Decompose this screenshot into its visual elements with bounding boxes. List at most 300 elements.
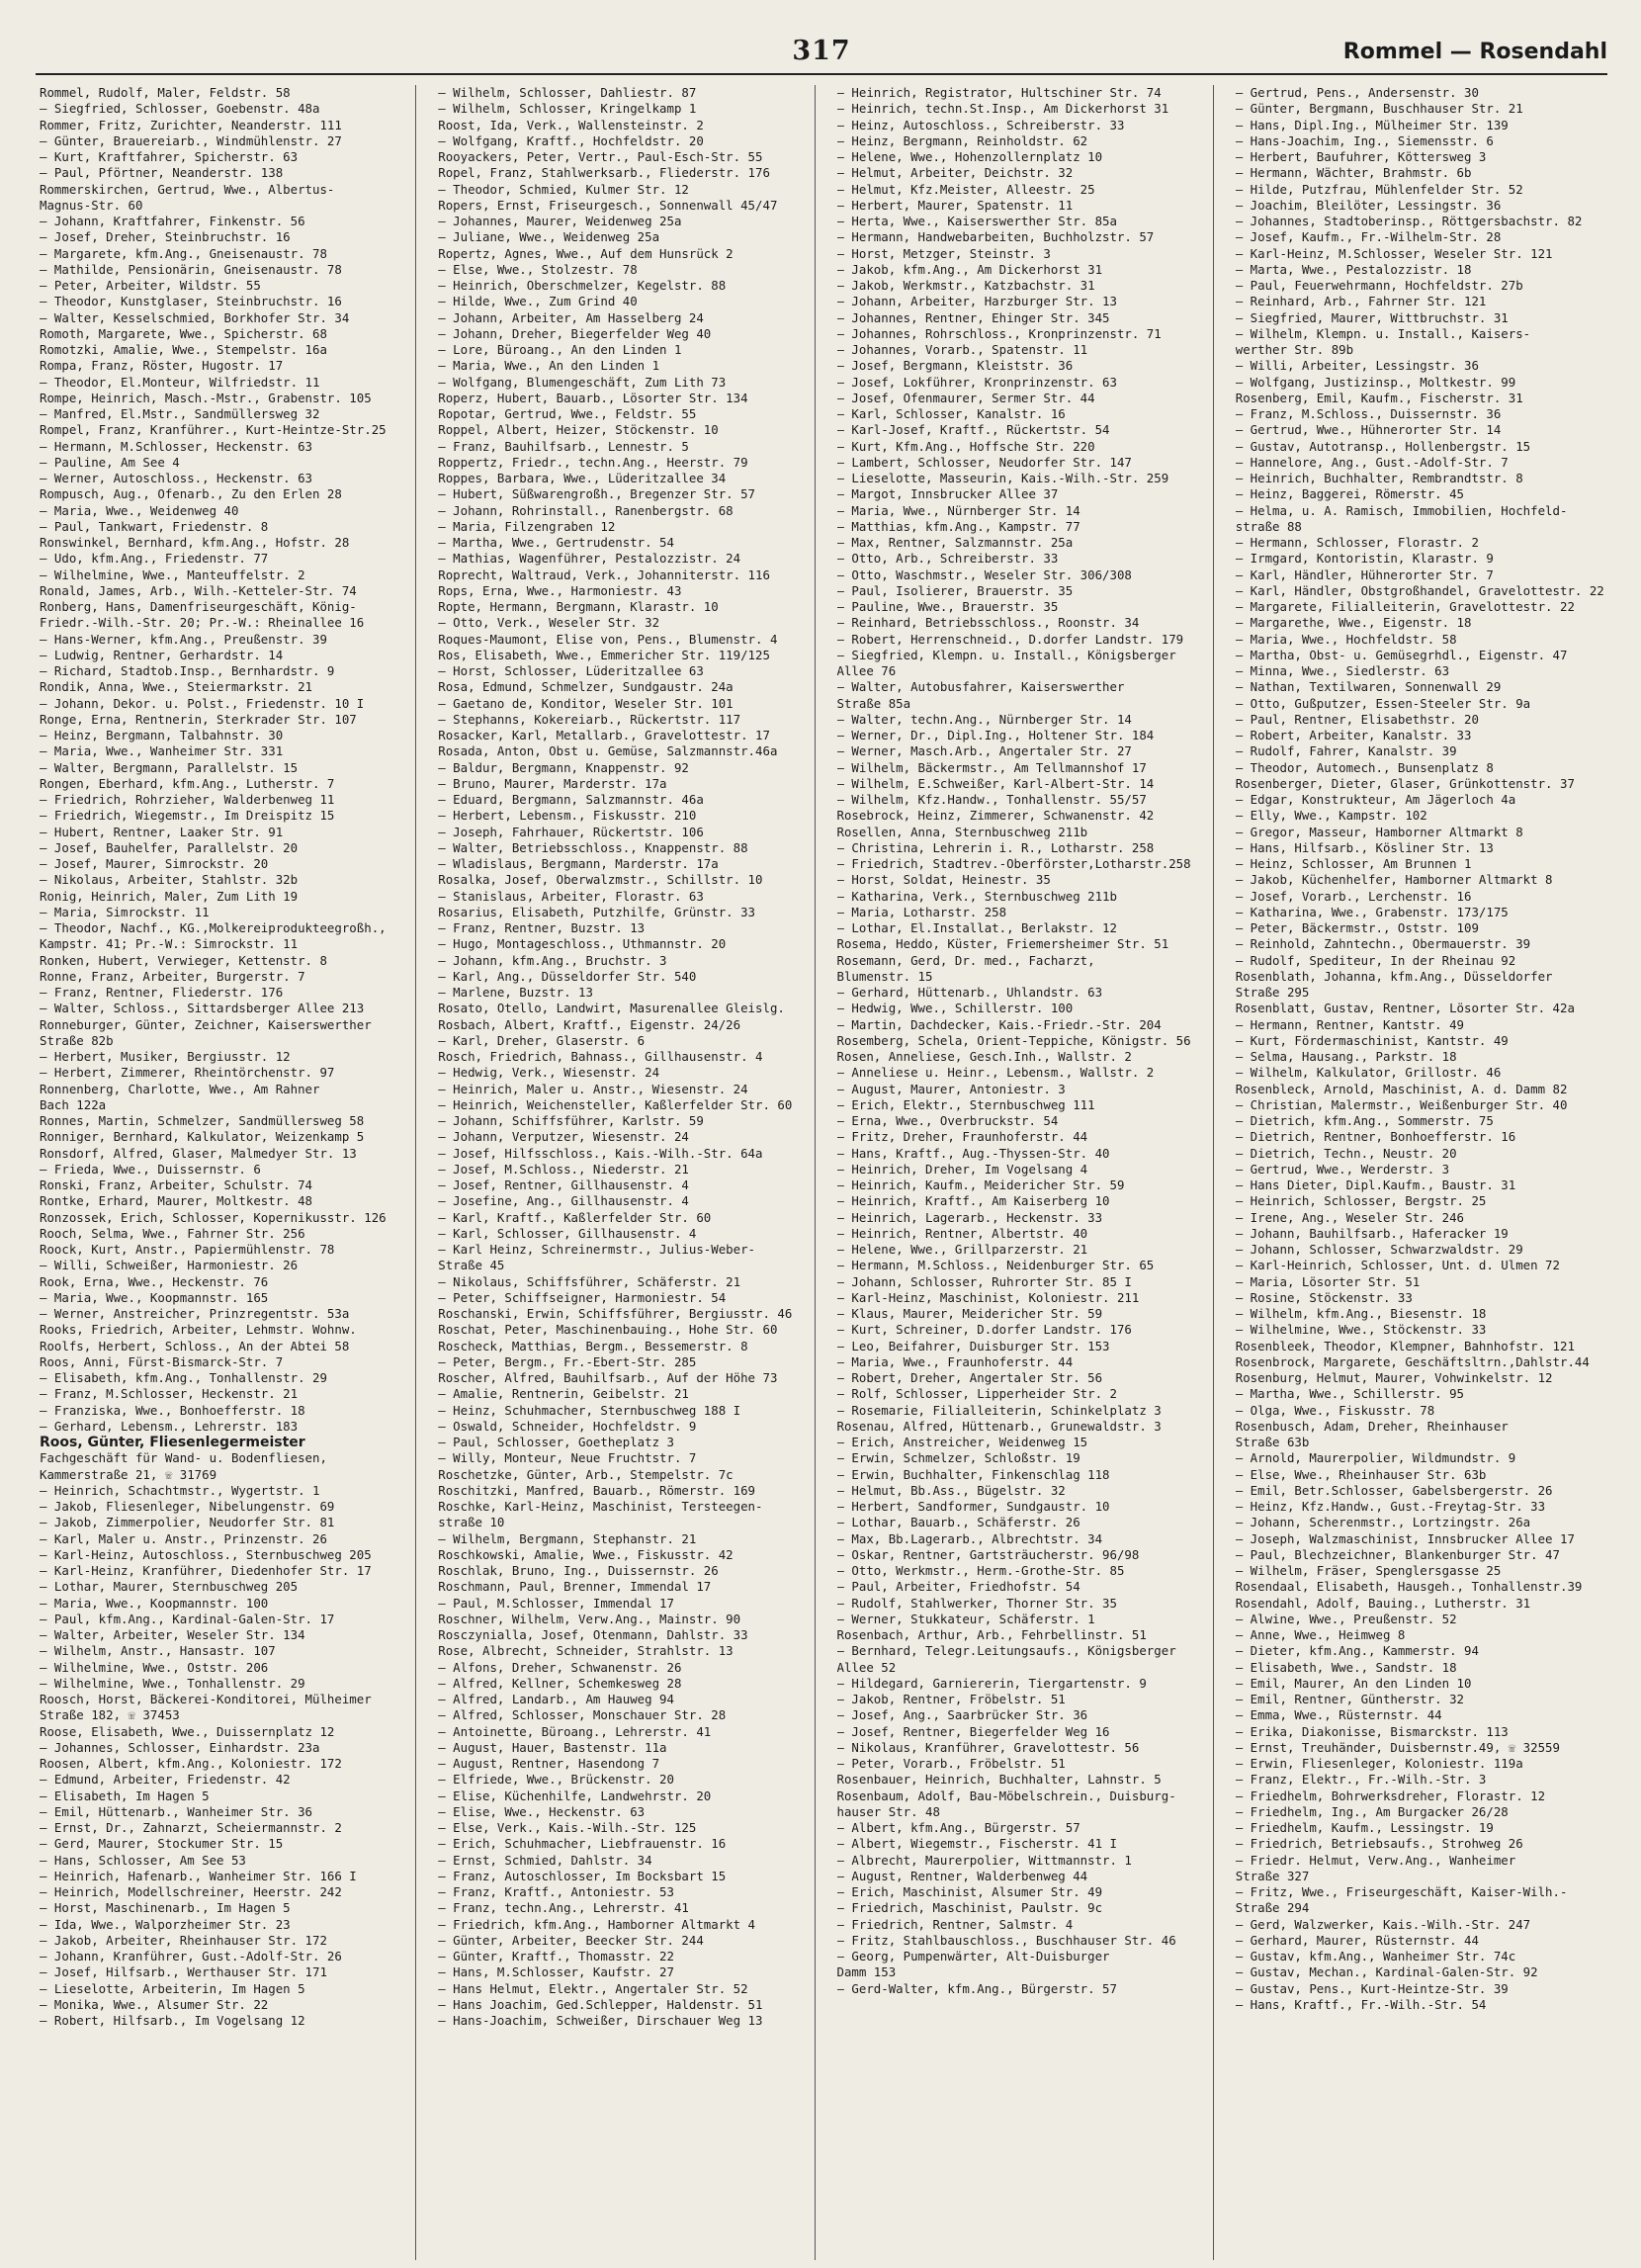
- directory-entry-line: Ropertz, Agnes, Wwe., Auf dem Hunsrück 2: [438, 245, 734, 261]
- directory-entry-line: — Karl, Händler, Obstgroßhandel, Gravelottestr. 22: [1235, 582, 1604, 598]
- directory-entry-line: Rosenbauer, Heinrich, Buchhalter, Lahnstr. 5: [836, 1772, 1162, 1788]
- directory-entry-line: — Otto, Gußputzer, Essen-Steeler Str. 9a: [1235, 695, 1531, 711]
- directory-entry-line: — Lambert, Schlosser, Neudorfer Str. 147: [836, 454, 1132, 470]
- directory-entry-line: — Stephanns, Kokereiarb., Rückertstr. 117: [438, 711, 741, 727]
- directory-entry-line: — Reinhard, Arb., Fahrner Str. 121: [1235, 294, 1487, 309]
- directory-entry-line: — Bruno, Maurer, Marderstr. 17a: [438, 775, 667, 791]
- directory-entry-line: Romoth, Margarete, Wwe., Spicherstr. 68: [40, 325, 327, 341]
- directory-entry-line: — Nikolaus, Kranführer, Gravelottestr. 56: [836, 1739, 1140, 1755]
- directory-entry-line: — Werner, Stukkateur, Schäferstr. 1: [836, 1611, 1095, 1626]
- directory-entry-line: — Karl-Heinrich, Schlosser, Unt. d. Ulmen 72: [1235, 1258, 1560, 1273]
- directory-entry-line: — Günter, Arbeiter, Beecker Str. 244: [438, 1932, 704, 1948]
- directory-entry-line: — Günter, Kraftf., Thomasstr. 22: [438, 1949, 674, 1963]
- directory-entry-line: Rosenberg, Emil, Kaufm., Fischerstr. 31: [1235, 390, 1523, 405]
- directory-entry-line: Roosch, Horst, Bäckerei-Konditorei, Mülheimer: [40, 1692, 372, 1706]
- directory-entry-line: — Irmgard, Kontoristin, Klarastr. 9: [1235, 551, 1494, 567]
- directory-entry-line: — Johann, Bauhilfsarb., Haferacker 19: [1235, 1225, 1509, 1241]
- directory-entry-line: — Edmund, Arbeiter, Friedenstr. 42: [40, 1772, 291, 1788]
- directory-entry-line: Straße 294: [1235, 1900, 1310, 1916]
- directory-entry-line: — Emil, Hüttenarb., Wanheimer Str. 36: [40, 1803, 313, 1819]
- directory-entry-line: — Heinrich, techn.St.Insp., Am Dickerhorst 31: [836, 101, 1169, 117]
- directory-entry-line: — Josef, Maurer, Simrockstr. 20: [40, 856, 269, 871]
- directory-entry-line: — Josef, Rentner, Biegerfelder Weg 16: [836, 1723, 1110, 1739]
- directory-entry-line: — Johann, Verputzer, Wiesenstr. 24: [438, 1129, 689, 1145]
- directory-entry-line: Roppel, Albert, Heizer, Stöckenstr. 10: [438, 422, 719, 438]
- directory-entry-line: — Johann, Dreher, Biegerfelder Weg 40: [438, 325, 712, 341]
- directory-entry-line: — Ernst, Treuhänder, Duisbernstr.49, ☏ 32559: [1235, 1739, 1560, 1755]
- directory-entry-line: — Johann, Schiffsführer, Karlstr. 59: [438, 1113, 704, 1128]
- directory-entry-line: — Walter, Schloss., Sittardsberger Allee 213: [40, 1001, 365, 1016]
- directory-entry-line: — Josef, Lokführer, Kronprinzenstr. 63: [836, 374, 1117, 390]
- directory-entry-line: — Maria, Wwe., Koopmannstr. 100: [40, 1595, 269, 1611]
- directory-entry-line: — Fritz, Wwe., Friseurgeschäft, Kaiser-Wilh.-: [1235, 1884, 1568, 1899]
- directory-entry-line: — Hans-Joachim, Schweißer, Dirschauer Weg 13: [438, 2013, 763, 2028]
- directory-entry-line: — Arnold, Maurerpolier, Wildmundstr. 9: [1235, 1450, 1516, 1466]
- directory-entry-line: — Heinrich, Registrator, Hultschiner Str. 74: [836, 85, 1162, 100]
- directory-entry-line: — Hans, M.Schlosser, Kaufstr. 27: [438, 1964, 674, 1980]
- directory-entry-line: — Gustav, kfm.Ang., Wanheimer Str. 74c: [1235, 1949, 1516, 1963]
- directory-entry-line: — Alfred, Schlosser, Monschauer Str. 28: [438, 1707, 727, 1723]
- directory-entry-line: — Gerhard, Lebensm., Lehrerstr. 183: [40, 1418, 299, 1434]
- directory-entry-line: — Reinhold, Zahntechn., Obermauerstr. 39: [1235, 936, 1531, 952]
- directory-entry-line: Straße 327: [1235, 1868, 1310, 1883]
- directory-entry-line: Rommel, Rudolf, Maler, Feldstr. 58: [40, 85, 291, 100]
- directory-entry-line: — Wilhelmine, Wwe., Manteuffelstr. 2: [40, 567, 305, 582]
- directory-entry-line: — Heinz, Bergmann, Talbahnstr. 30: [40, 728, 284, 742]
- directory-entry-line: — Martin, Dachdecker, Kais.-Friedr.-Str. 204: [836, 1016, 1162, 1032]
- directory-entry-line: Rosalka, Josef, Oberwalzmstr., Schillstr. 10: [438, 872, 763, 888]
- directory-entry-line: — Helmut, Bb.Ass., Bügelstr. 32: [836, 1482, 1066, 1498]
- directory-entry-line: — Josef, Dreher, Steinbruchstr. 16: [40, 229, 291, 245]
- directory-entry-line: — Heinz, Schlosser, Am Brunnen 1: [1235, 856, 1472, 871]
- directory-entry-line: — Erich, Maschinist, Alsumer Str. 49: [836, 1884, 1103, 1899]
- directory-entry-line: — Elisabeth, Wwe., Sandstr. 18: [1235, 1659, 1457, 1675]
- directory-entry-line: — Lothar, El.Installat., Berlakstr. 12: [836, 920, 1117, 935]
- directory-entry-line: — Heinrich, Hafenarb., Wanheimer Str. 166 I: [40, 1868, 357, 1883]
- directory-entry-line: — Marta, Wwe., Pestalozzistr. 18: [1235, 261, 1472, 277]
- directory-entry-line: — Herbert, Maurer, Spatenstr. 11: [836, 197, 1074, 213]
- directory-entry-line: — Franz, Kraftf., Antoniestr. 53: [438, 1884, 674, 1899]
- directory-entry-line: — Frieda, Wwe., Duissernstr. 6: [40, 1161, 261, 1177]
- directory-entry-line: Ronski, Franz, Arbeiter, Schulstr. 74: [40, 1178, 313, 1192]
- directory-entry-line: — Edgar, Konstrukteur, Am Jägerloch 4a: [1235, 792, 1516, 807]
- directory-entry-line: Rosczynialla, Josef, Otenmann, Dahlstr. 33: [438, 1627, 748, 1642]
- directory-entry-line: — Johann, Schlosser, Schwarzwaldstr. 29: [1235, 1242, 1523, 1257]
- directory-entry-line: — Else, Wwe., Rheinhauser Str. 63b: [1235, 1466, 1487, 1482]
- directory-entry-line: — Dietrich, Techn., Neustr. 20: [1235, 1145, 1457, 1161]
- directory-entry-line: Ronberg, Hans, Damenfriseurgeschäft, König-: [40, 599, 357, 614]
- directory-entry-line: — Hans Dieter, Dipl.Kaufm., Baustr. 31: [1235, 1178, 1516, 1192]
- directory-entry-line: — Wilhelm, Kalkulator, Grillostr. 46: [1235, 1065, 1502, 1081]
- directory-entry-line: — Fritz, Dreher, Fraunhoferstr. 44: [836, 1129, 1088, 1145]
- running-title: Rommel — Rosendahl: [1342, 40, 1607, 64]
- directory-entry-line: — Franz, Elektr., Fr.-Wilh.-Str. 3: [1235, 1772, 1487, 1788]
- directory-entry-line: — Franziska, Wwe., Bonhoefferstr. 18: [40, 1402, 305, 1418]
- directory-entry-line: — Wilhelmine, Wwe., Tonhallenstr. 29: [40, 1675, 305, 1691]
- directory-entry-line: — Franz, M.Schlosser, Heckenstr. 21: [40, 1386, 299, 1402]
- directory-entry-line: — Josef, Bergmann, Kleiststr. 36: [836, 358, 1074, 374]
- directory-entry-line: — Karl, Schlosser, Gillhausenstr. 4: [438, 1225, 697, 1241]
- directory-entry-line: — Josef, Bauhelfer, Parallelstr. 20: [40, 839, 299, 855]
- directory-entry-line: — Maria, Wwe., Nürnberger Str. 14: [836, 502, 1080, 518]
- directory-entry-line: — Paul, kfm.Ang., Kardinal-Galen-Str. 17: [40, 1611, 335, 1626]
- directory-entry-line: — Hermann, Handwebarbeiten, Buchholzstr. 57: [836, 229, 1155, 245]
- directory-entry-line: — Hans, Hilfsarb., Kösliner Str. 13: [1235, 839, 1494, 855]
- directory-entry-line: Ronswinkel, Bernhard, kfm.Ang., Hofstr. 28: [40, 535, 350, 550]
- directory-entry-line: Romotzki, Amalie, Wwe., Stempelstr. 16a: [40, 342, 327, 357]
- directory-entry-line: — Anneliese u. Heinr., Lebensm., Wallstr. 2: [836, 1065, 1155, 1081]
- directory-entry-line: — Lothar, Bauarb., Schäferstr. 26: [836, 1515, 1080, 1530]
- directory-entry-line: straße 88: [1235, 518, 1302, 534]
- directory-entry-line: — Paul, Rentner, Elisabethstr. 20: [1235, 711, 1479, 727]
- directory-entry-line: Rosebrock, Heinz, Zimmerer, Schwanenstr. 42: [836, 808, 1155, 824]
- directory-entry-line: — Erwin, Fliesenleger, Koloniestr. 119a: [1235, 1756, 1523, 1771]
- directory-entry-line: Ronald, James, Arb., Wilh.-Ketteler-Str. 74: [40, 582, 357, 598]
- directory-entry-line: — Hans, Kraftf., Aug.-Thyssen-Str. 40: [836, 1145, 1110, 1161]
- directory-entry-line: Rosacker, Karl, Metallarb., Gravelottestr. 17: [438, 728, 770, 742]
- directory-entry-line: — Pauline, Wwe., Brauerstr. 35: [836, 599, 1059, 614]
- directory-entry-line: — Elly, Wwe., Kampstr. 102: [1235, 808, 1427, 824]
- directory-entry-line: — Emma, Wwe., Rüsternstr. 44: [1235, 1707, 1442, 1723]
- directory-entry-line: — Karl-Heinz, Autoschloss., Sternbuschweg 205: [40, 1546, 372, 1562]
- directory-entry-line: — Georg, Pumpenwärter, Alt-Duisburger: [836, 1949, 1110, 1963]
- directory-column-4: [1236, 85, 1611, 2260]
- directory-entry-line: — Hermann, M.Schlosser, Heckenstr. 63: [40, 438, 313, 454]
- directory-entry-line: Roschetzke, Günter, Arb., Stempelstr. 7c: [438, 1466, 734, 1482]
- directory-entry-line: Roschitzki, Manfred, Bauarb., Römerstr. 169: [438, 1482, 756, 1498]
- directory-entry-line: Roschmann, Paul, Brenner, Immendal 17: [438, 1579, 712, 1595]
- directory-entry-line: Rosato, Otello, Landwirt, Masurenallee Gleislg.: [438, 1001, 785, 1016]
- directory-entry-line: — Franz, Rentner, Buzstr. 13: [438, 920, 646, 935]
- directory-entry-line: — Horst, Metzger, Steinstr. 3: [836, 245, 1051, 261]
- directory-entry-line: — Paul, M.Schlosser, Immendal 17: [438, 1595, 674, 1611]
- directory-entry-line: — Karl-Heinz, Kranführer, Diedenhofer Str. 17: [40, 1563, 372, 1578]
- directory-entry-line: — Martha, Wwe., Gertrudenstr. 54: [438, 535, 674, 550]
- directory-entry-line: — Albrecht, Maurerpolier, Wittmannstr. 1: [836, 1852, 1132, 1868]
- directory-entry-line: — Rudolf, Spediteur, In der Rheinau 92: [1235, 952, 1516, 968]
- directory-entry-line: — Heinrich, Kraftf., Am Kaiserberg 10: [836, 1193, 1110, 1209]
- directory-entry-line: — Marlene, Buzstr. 13: [438, 985, 593, 1000]
- directory-entry-line: Roose, Elisabeth, Wwe., Duissernplatz 12: [40, 1723, 335, 1739]
- directory-entry-line: — Lore, Büroang., An den Linden 1: [438, 342, 682, 357]
- directory-entry-line: Blumenstr. 15: [836, 968, 933, 984]
- directory-entry-line: — Baldur, Bergmann, Knappenstr. 92: [438, 759, 689, 775]
- directory-entry-line: — Wilhelm, Schlosser, Dahliestr. 87: [438, 85, 697, 100]
- directory-entry-line: — Wilhelm, Bergmann, Stephanstr. 21: [438, 1530, 697, 1546]
- directory-entry-line: — Matthias, kfm.Ang., Kampstr. 77: [836, 518, 1080, 534]
- directory-entry-line: — August, Rentner, Hasendong 7: [438, 1756, 660, 1771]
- directory-entry-line: — Maria, Filzengraben 12: [438, 518, 616, 534]
- directory-entry-line: Rosada, Anton, Obst u. Gemüse, Salzmannstr.46a: [438, 743, 778, 759]
- directory-entry-line: — Alwine, Wwe., Preußenstr. 52: [1235, 1611, 1457, 1626]
- directory-entry-line: — Jakob, kfm.Ang., Am Dickerhorst 31: [836, 261, 1103, 277]
- directory-entry-line: — Wilhelm, Bäckermstr., Am Tellmannshof 17: [836, 759, 1147, 775]
- directory-entry-line: Roques-Maumont, Elise von, Pens., Blumenstr. 4: [438, 631, 778, 647]
- directory-entry-line: — Josef, Kaufm., Fr.-Wilhelm-Str. 28: [1235, 229, 1502, 245]
- directory-entry-line: Bach 122a: [40, 1096, 107, 1112]
- directory-entry-line: — Gertrud, Wwe., Hühnerorter Str. 14: [1235, 422, 1502, 438]
- directory-entry-line: Rosendahl, Adolf, Bauing., Lutherstr. 31: [1235, 1595, 1531, 1611]
- directory-entry-line: — Robert, Herrenschneid., D.dorfer Landstr. 179: [836, 631, 1184, 647]
- directory-entry-line: Ropotar, Gertrud, Wwe., Feldstr. 55: [438, 406, 697, 421]
- directory-entry-line: — Lieselotte, Masseurin, Kais.-Wilh.-Str. 259: [836, 471, 1169, 485]
- directory-entry-line: Straße 45: [438, 1258, 505, 1273]
- directory-entry-line: — Christian, Malermstr., Weißenburger Str. 40: [1235, 1096, 1568, 1112]
- directory-entry-line: — Albert, Wiegemstr., Fischerstr. 41 I: [836, 1836, 1117, 1852]
- directory-entry-line: — Werner, Masch.Arb., Angertaler Str. 27: [836, 743, 1132, 759]
- directory-entry-line: — Heinrich, Modellschreiner, Heerstr. 242: [40, 1884, 342, 1899]
- directory-entry-line: — Johann, Dekor. u. Polst., Friedenstr. 10 I: [40, 695, 365, 711]
- directory-entry-line: — Günter, Brauereiarb., Windmühlenstr. 27: [40, 132, 342, 148]
- directory-entry-line: — Theodor, Kunstglaser, Steinbruchstr. 16: [40, 294, 342, 309]
- directory-entry-line: — Erich, Elektr., Sternbuschweg 111: [836, 1096, 1095, 1112]
- directory-entry-line: — Johann, Kranführer, Gust.-Adolf-Str. 26: [40, 1949, 342, 1963]
- directory-entry-line: — Ernst, Dr., Zahnarzt, Scheiermannstr. 2: [40, 1820, 342, 1835]
- directory-entry-line: — Rolf, Schlosser, Lipperheider Str. 2: [836, 1386, 1117, 1402]
- directory-entry-line: — Jakob, Zimmerpolier, Neudorfer Str. 81: [40, 1515, 335, 1530]
- directory-entry-line: — Hilde, Wwe., Zum Grind 40: [438, 294, 638, 309]
- directory-entry-line: — Paul, Isolierer, Brauerstr. 35: [836, 582, 1074, 598]
- directory-entry-line: — Karl, Ang., Düsseldorfer Str. 540: [438, 968, 697, 984]
- directory-entry-line: — Friedrich, Maschinist, Paulstr. 9c: [836, 1900, 1103, 1916]
- directory-entry-line: — Maria, Wwe., Weidenweg 40: [40, 502, 239, 518]
- directory-entry-line: — Hildegard, Garniererin, Tiergartenstr. 9: [836, 1675, 1147, 1691]
- directory-entry-line: — Heinz, Schuhmacher, Sternbuschweg 188 I: [438, 1402, 741, 1418]
- directory-entry-line: — Friedhelm, Ing., Am Burgacker 26/28: [1235, 1803, 1509, 1819]
- directory-entry-line: — Friedrich, Wiegemstr., Im Dreispitz 15: [40, 808, 335, 824]
- directory-entry-line: — Paul, Tankwart, Friedenstr. 8: [40, 518, 269, 534]
- directory-entry-line: — Herbert, Sandformer, Sundgaustr. 10: [836, 1499, 1110, 1514]
- directory-entry-line: — Josef, Vorarb., Lerchenstr. 16: [1235, 888, 1472, 904]
- directory-entry-line: Rosenbrock, Margarete, Geschäftsltrn.,Dahlstr.44: [1235, 1353, 1590, 1369]
- directory-entry-line: — Gerhard, Hüttenarb., Uhlandstr. 63: [836, 985, 1103, 1000]
- directory-entry-line: — Hans Joachim, Ged.Schlepper, Haldenstr. 51: [438, 1996, 763, 2012]
- directory-entry-line: — Hedwig, Verk., Wiesenstr. 24: [438, 1065, 660, 1081]
- directory-entry-line: — Maria, Wwe., Koopmannstr. 165: [40, 1289, 269, 1305]
- directory-entry-line: — Oswald, Schneider, Hochfeldstr. 9: [438, 1418, 697, 1434]
- directory-entry-line: — Alfred, Landarb., Am Hauweg 94: [438, 1692, 674, 1706]
- directory-entry-line: — Wilhelmine, Wwe., Stöckenstr. 33: [1235, 1322, 1487, 1338]
- directory-entry-line: — Peter, Vorarb., Fröbelstr. 51: [836, 1756, 1066, 1771]
- directory-entry-line: Rontke, Erhard, Maurer, Moltkestr. 48: [40, 1193, 313, 1209]
- directory-entry-line: — Karl, Maler u. Anstr., Prinzenstr. 26: [40, 1530, 327, 1546]
- directory-entry-line: — Hans-Joachim, Ing., Siemensstr. 6: [1235, 132, 1494, 148]
- directory-entry-line: — Willi, Arbeiter, Lessingstr. 36: [1235, 358, 1479, 374]
- directory-entry-line: — Maria, Wwe., Hochfeldstr. 58: [1235, 631, 1457, 647]
- directory-entry-line: — Gustav, Autotransp., Hollenbergstr. 15: [1235, 438, 1531, 454]
- directory-entry-line: — Wilhelm, Schlosser, Kringelkamp 1: [438, 101, 697, 117]
- directory-entry-line: — Udo, kfm.Ang., Friedenstr. 77: [40, 551, 269, 567]
- directory-entry-line: Magnus-Str. 60: [40, 197, 143, 213]
- directory-entry-line: — Herbert, Musiker, Bergiusstr. 12: [40, 1049, 291, 1064]
- directory-entry-line: — Rudolf, Stahlwerker, Thorner Str. 35: [836, 1595, 1117, 1611]
- directory-entry-line: — Friedrich, Rohrzieher, Walderbenweg 11: [40, 792, 335, 807]
- directory-entry-line: — Herta, Wwe., Kaiserswerther Str. 85a: [836, 214, 1117, 228]
- directory-entry-line: Rosenau, Alfred, Hüttenarb., Grunewaldstr. 3: [836, 1418, 1162, 1434]
- directory-entry-line: — Hermann, M.Schloss., Neidenburger Str. 65: [836, 1258, 1155, 1273]
- directory-entry-line: — Hubert, Rentner, Laaker Str. 91: [40, 824, 284, 839]
- directory-entry-line: — Juliane, Wwe., Weidenweg 25a: [438, 229, 660, 245]
- directory-entry-line: — Johann, kfm.Ang., Bruchstr. 3: [438, 952, 667, 968]
- directory-entry-line: — Elise, Wwe., Heckenstr. 63: [438, 1803, 646, 1819]
- directory-entry-line: — Josef, Hilfsschloss., Kais.-Wilh.-Str. 64a: [438, 1145, 763, 1161]
- directory-entry-line: — Minna, Wwe., Siedlerstr. 63: [1235, 663, 1450, 678]
- directory-entry-line: — Hedwig, Wwe., Schillerstr. 100: [836, 1001, 1074, 1016]
- directory-entry-line: — Walter, Betriebsschloss., Knappenstr. 88: [438, 839, 748, 855]
- directory-entry-line: — Oskar, Rentner, Gartsträucherstr. 96/98: [836, 1546, 1140, 1562]
- directory-entry-line: — Franz, techn.Ang., Lehrerstr. 41: [438, 1900, 689, 1916]
- directory-entry-line: — Otto, Arb., Schreiberstr. 33: [836, 551, 1059, 567]
- directory-entry-line: — Kurt, Kraftfahrer, Spicherstr. 63: [40, 149, 299, 164]
- directory-entry-line: — Peter, Bergm., Fr.-Ebert-Str. 285: [438, 1353, 697, 1369]
- directory-entry-line: — Johannes, Maurer, Weidenweg 25a: [438, 214, 682, 228]
- directory-entry-line: Ronne, Franz, Arbeiter, Burgerstr. 7: [40, 968, 305, 984]
- directory-entry-line: Rosen, Anneliese, Gesch.Inh., Wallstr. 2: [836, 1049, 1132, 1064]
- directory-entry-line: — Bernhard, Telegr.Leitungsaufs., Königsberger: [836, 1643, 1176, 1659]
- directory-entry-line: — Klaus, Maurer, Meidericher Str. 59: [836, 1306, 1103, 1321]
- directory-entry-line: Rosemberg, Schela, Orient-Teppiche, Königstr. 56: [836, 1032, 1191, 1048]
- directory-entry-line: — Otto, Werkmstr., Herm.-Grothe-Str. 85: [836, 1563, 1125, 1578]
- directory-entry-line: — Wolfgang, Kraftf., Hochfeldstr. 20: [438, 132, 704, 148]
- directory-entry-line: — Max, Rentner, Salzmannstr. 25a: [836, 535, 1074, 550]
- directory-entry-line: — Johann, Schlosser, Ruhrorter Str. 85 I: [836, 1273, 1132, 1289]
- directory-entry-line: — Heinrich, Weichensteller, Kaßlerfelder Str. 60: [438, 1096, 793, 1112]
- directory-entry-line: — Wolfgang, Blumengeschäft, Zum Lith 73: [438, 374, 727, 390]
- directory-entry-line: — Olga, Wwe., Fiskusstr. 78: [1235, 1402, 1435, 1418]
- directory-entry-line: Roschlak, Bruno, Ing., Duissernstr. 26: [438, 1563, 719, 1578]
- directory-entry-line: — Gregor, Masseur, Hamborner Altmarkt 8: [1235, 824, 1523, 839]
- directory-entry-line: Rongen, Eberhard, kfm.Ang., Lutherstr. 7: [40, 775, 335, 791]
- directory-entry-line: Roock, Kurt, Anstr., Papiermühlenstr. 78: [40, 1242, 335, 1257]
- directory-entry-line: — Horst, Soldat, Heinestr. 35: [836, 872, 1051, 888]
- directory-entry-line: — Emil, Maurer, An den Linden 10: [1235, 1675, 1472, 1691]
- directory-entry-line: — Heinrich, Lagerarb., Heckenstr. 33: [836, 1209, 1103, 1225]
- directory-entry-line: — Dieter, kfm.Ang., Kammerstr. 94: [1235, 1643, 1479, 1659]
- directory-entry-line: — Martha, Wwe., Schillerstr. 95: [1235, 1386, 1465, 1402]
- directory-entry-line: — Stanislaus, Arbeiter, Florastr. 63: [438, 888, 704, 904]
- directory-entry-line: Roschkowski, Amalie, Wwe., Fiskusstr. 42: [438, 1546, 734, 1562]
- directory-entry-line: — Karl Heinz, Schreinermstr., Julius-Weber-: [438, 1242, 756, 1257]
- directory-entry-line: — Hans, Kraftf., Fr.-Wilh.-Str. 54: [1235, 1996, 1487, 2012]
- directory-entry-line: — Werner, Dr., Dipl.Ing., Holtener Str. 184: [836, 728, 1155, 742]
- directory-entry-line: — Eduard, Bergmann, Salzmannstr. 46a: [438, 792, 704, 807]
- directory-entry-line: Straße 63b: [1235, 1435, 1310, 1449]
- directory-entry-line: Ronsdorf, Alfred, Glaser, Malmedyer Str. 13: [40, 1145, 357, 1161]
- directory-entry-line: — Wilhelm, Fräser, Spenglersgasse 25: [1235, 1563, 1502, 1578]
- directory-entry-line: — Walter, Bergmann, Parallelstr. 15: [40, 759, 299, 775]
- directory-entry-line: — Katharina, Verk., Sternbuschweg 211b: [836, 888, 1117, 904]
- directory-entry-line: — Wilhelm, Kfz.Handw., Tonhallenstr. 55/57: [836, 792, 1147, 807]
- directory-entry-line: — Johann, Arbeiter, Harzburger Str. 13: [836, 294, 1117, 309]
- directory-entry-line: Roscheck, Matthias, Bergm., Bessemerstr. 8: [438, 1338, 748, 1353]
- directory-entry-line: — Hermann, Rentner, Kantstr. 49: [1235, 1016, 1465, 1032]
- directory-entry-line: — Paul, Schlosser, Goetheplatz 3: [438, 1435, 674, 1449]
- directory-entry-line: — Rosine, Stöckenstr. 33: [1235, 1289, 1413, 1305]
- directory-entry-line: — Joachim, Bleilöter, Lessingstr. 36: [1235, 197, 1502, 213]
- directory-entry-line: Rosch, Friedrich, Bahnass., Gillhausenstr. 4: [438, 1049, 763, 1064]
- directory-entry-line: — Heinz, Baggerei, Römerstr. 45: [1235, 486, 1465, 502]
- directory-entry-line: — Maria, Wwe., Fraunhoferstr. 44: [836, 1353, 1074, 1369]
- directory-entry-line: — Helene, Wwe., Grillparzerstr. 21: [836, 1242, 1088, 1257]
- directory-entry-line: Rompe, Heinrich, Masch.-Mstr., Grabenstr. 105: [40, 390, 372, 405]
- directory-entry-line: Rosenblatt, Gustav, Rentner, Lösorter Str. 42a: [1235, 1001, 1575, 1016]
- directory-entry-line: Rosbach, Albert, Kraftf., Eigenstr. 24/26: [438, 1016, 741, 1032]
- directory-entry-line: — Maria, Lotharstr. 258: [836, 904, 1007, 919]
- directory-entry-line: Roprecht, Waltraud, Verk., Johanniterstr. 116: [438, 567, 770, 582]
- directory-entry-line: Straße 82b: [40, 1032, 114, 1048]
- directory-entry-line: Damm 153: [836, 1964, 897, 1980]
- directory-entry-line: Rosenbleek, Theodor, Klempner, Bahnhofstr. 121: [1235, 1338, 1575, 1353]
- directory-entry-line: Rommer, Fritz, Zurichter, Neanderstr. 111: [40, 117, 342, 132]
- directory-entry-line: — Hans, Dipl.Ing., Mülheimer Str. 139: [1235, 117, 1509, 132]
- directory-entry-line: — Siegfried, Schlosser, Goebenstr. 48a: [40, 101, 320, 117]
- directory-entry-line: — Horst, Schlosser, Lüderitzallee 63: [438, 663, 704, 678]
- directory-entry-line: Ronnenberg, Charlotte, Wwe., Am Rahner: [40, 1081, 320, 1096]
- directory-entry-line: — Karl-Josef, Kraftf., Rückertstr. 54: [836, 422, 1110, 438]
- directory-entry-line: Rosenburg, Helmut, Maurer, Vohwinkelstr. 12: [1235, 1370, 1553, 1385]
- directory-entry-line: Roscher, Alfred, Bauhilfsarb., Auf der Höhe 73: [438, 1370, 778, 1385]
- directory-entry-line: — Dietrich, kfm.Ang., Sommerstr. 75: [1235, 1113, 1494, 1128]
- directory-entry-line: — Hans, Schlosser, Am See 53: [40, 1852, 246, 1868]
- directory-entry-line: — Johannes, Schlosser, Einhardstr. 23a: [40, 1739, 320, 1755]
- directory-column-3: [837, 85, 1214, 2260]
- directory-entry-line: Ropers, Ernst, Friseurgesch., Sonnenwall 45/47: [438, 197, 778, 213]
- directory-entry-line: — Maria, Simrockstr. 11: [40, 904, 210, 919]
- directory-entry-line: — Theodor, El.Monteur, Wilfriedstr. 11: [40, 374, 320, 390]
- directory-entry-line: Ronnes, Martin, Schmelzer, Sandmüllersweg 58: [40, 1113, 365, 1128]
- directory-entry-line: — Friedrich, Stadtrev.-Oberförster,Lotharstr.258: [836, 856, 1191, 871]
- directory-entry-line: — Wladislaus, Bergmann, Marderstr. 17a: [438, 856, 719, 871]
- directory-entry-line: Rosenbach, Arthur, Arb., Fehrbellinstr. 51: [836, 1627, 1147, 1642]
- directory-entry-line: — Kurt, Fördermaschinist, Kantstr. 49: [1235, 1032, 1509, 1048]
- directory-entry-line: Rops, Erna, Wwe., Harmoniestr. 43: [438, 582, 682, 598]
- directory-entry-line: — Helene, Wwe., Hohenzollernplatz 10: [836, 149, 1103, 164]
- directory-entry-line: — Karl, Schlosser, Kanalstr. 16: [836, 406, 1066, 421]
- directory-entry-line: Rosemann, Gerd, Dr. med., Facharzt,: [836, 952, 1095, 968]
- page-number: 317: [792, 36, 851, 66]
- directory-entry-line: — Josefine, Ang., Gillhausenstr. 4: [438, 1193, 689, 1209]
- directory-entry-line: Rompel, Franz, Kranführer., Kurt-Heintze-Str.25: [40, 422, 387, 438]
- directory-entry-line: — Wilhelm, Anstr., Hansastr. 107: [40, 1643, 276, 1659]
- directory-entry-line: Rompusch, Aug., Ofenarb., Zu den Erlen 28: [40, 486, 342, 502]
- directory-entry-line: Straße 85a: [836, 695, 911, 711]
- directory-entry-line: — Heinrich, Dreher, Im Vogelsang 4: [836, 1161, 1088, 1177]
- directory-entry-line: straße 10: [438, 1515, 505, 1530]
- directory-entry-line: — Peter, Schiffseigner, Harmoniestr. 54: [438, 1289, 727, 1305]
- directory-entry-line: — Wilhelmine, Wwe., Oststr. 206: [40, 1659, 269, 1675]
- directory-entry-line: — Anne, Wwe., Heimweg 8: [1235, 1627, 1406, 1642]
- directory-entry-line: — Helmut, Arbeiter, Deichstr. 32: [836, 165, 1074, 181]
- directory-entry-line: — Monika, Wwe., Alsumer Str. 22: [40, 1996, 269, 2012]
- directory-entry-line: — Johannes, Vorarb., Spatenstr. 11: [836, 342, 1088, 357]
- directory-entry-line: — Heinrich, Schachtmstr., Wygertstr. 1: [40, 1482, 320, 1498]
- directory-entry-line: — Herbert, Zimmerer, Rheintörchenstr. 97: [40, 1065, 335, 1081]
- directory-entry-line: Rosa, Edmund, Schmelzer, Sundgaustr. 24a: [438, 679, 734, 695]
- directory-entry-line: — Jakob, Rentner, Fröbelstr. 51: [836, 1692, 1066, 1706]
- directory-entry-line: — Paul, Pförtner, Neanderstr. 138: [40, 165, 284, 181]
- directory-entry-line: — Siegfried, Klempn. u. Install., Königsberger: [836, 647, 1176, 662]
- directory-entry-line: — Johann, Kraftfahrer, Finkenstr. 56: [40, 214, 305, 228]
- directory-entry-line: — Hermann, Wächter, Brahmstr. 6b: [1235, 165, 1472, 181]
- directory-entry-line: — Josef, Ang., Saarbrücker Str. 36: [836, 1707, 1088, 1723]
- directory-entry-line: — Johannes, Rohrschloss., Kronprinzenstr. 71: [836, 325, 1162, 341]
- directory-entry-line: — Heinz, Kfz.Handw., Gust.-Freytag-Str. 33: [1235, 1499, 1546, 1514]
- directory-entry-line: — Jakob, Fliesenleger, Nibelungenstr. 69: [40, 1499, 335, 1514]
- directory-entry-line: — Hans Helmut, Elektr., Angertaler Str. 52: [438, 1980, 748, 1996]
- directory-entry-line: — Selma, Hausang., Parkstr. 18: [1235, 1049, 1457, 1064]
- directory-entry-line: — Amalie, Rentnerin, Geibelstr. 21: [438, 1386, 689, 1402]
- directory-entry-line: Kampstr. 41; Pr.-W.: Simrockstr. 11: [40, 936, 299, 952]
